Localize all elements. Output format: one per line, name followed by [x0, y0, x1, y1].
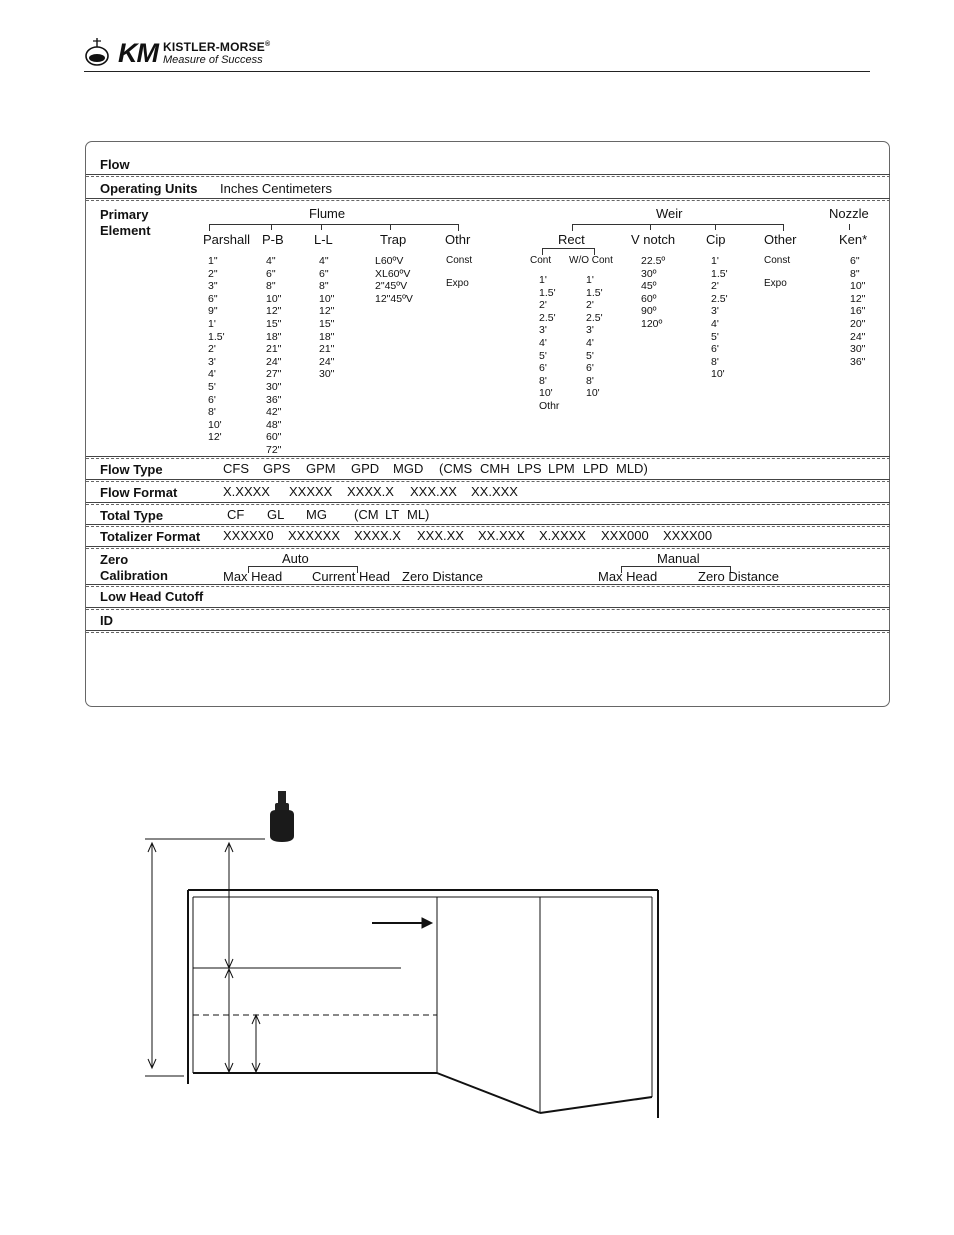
size-option[interactable]: 48": [266, 418, 282, 431]
size-option[interactable]: 16": [850, 305, 866, 318]
size-option[interactable]: 2.5': [539, 311, 556, 324]
total-type-label: Total Type: [100, 508, 164, 523]
size-option[interactable]: 18": [266, 330, 282, 343]
size-option[interactable]: 72": [266, 443, 282, 456]
flow-type-option[interactable]: LPS: [517, 461, 542, 476]
size-option[interactable]: 10": [850, 280, 866, 293]
size-option[interactable]: 8": [850, 267, 860, 280]
bracket-tick: [271, 224, 272, 230]
size-option[interactable]: 24": [319, 355, 335, 368]
totalizer-format-option[interactable]: X.XXXX: [539, 528, 586, 543]
zero-manual-option[interactable]: Zero Distance: [698, 569, 779, 584]
size-option[interactable]: 10': [586, 387, 600, 400]
primary-element-label: Primary: [100, 207, 149, 222]
size-option[interactable]: 4': [586, 336, 594, 349]
logo-brand-name: KISTLER-MORSE®: [163, 40, 271, 54]
size-option[interactable]: 2"45ºV: [375, 280, 408, 293]
size-option[interactable]: 2.5': [711, 292, 728, 305]
operating-units-value[interactable]: Inches Centimeters: [220, 181, 332, 196]
size-option[interactable]: 12": [266, 305, 282, 318]
trap-sizes-list: [375, 255, 413, 305]
flow-format-option[interactable]: XXXXX: [289, 484, 333, 499]
total-type-option[interactable]: (CM: [354, 507, 379, 522]
size-option[interactable]: 3': [586, 324, 594, 337]
size-option[interactable]: L60ºV: [375, 255, 404, 267]
flow-type-option[interactable]: GPM: [306, 461, 336, 476]
zero-auto-title: Auto: [282, 551, 309, 566]
size-option[interactable]: 4': [208, 368, 216, 381]
size-option[interactable]: 3': [208, 355, 216, 368]
row-divider: [86, 524, 890, 527]
primary-element-label-2: Element: [100, 223, 151, 238]
flume-othr-title[interactable]: Othr: [445, 232, 471, 247]
size-option[interactable]: 2': [208, 343, 216, 356]
vnotch-angles-list: [641, 255, 665, 331]
row-divider: [86, 607, 890, 610]
flow-type-label: Flow Type: [100, 462, 163, 477]
totalizer-format-option[interactable]: XXX.XX: [417, 528, 464, 543]
zero-manual-option[interactable]: Max Head: [598, 569, 658, 584]
size-option[interactable]: 15": [266, 317, 282, 330]
angle-option[interactable]: 22.5º: [641, 255, 666, 267]
size-option[interactable]: 1.5': [586, 286, 603, 299]
row-divider: [86, 456, 890, 459]
size-option[interactable]: 36": [266, 393, 282, 406]
zero-auto-option[interactable]: Current Head: [312, 569, 391, 584]
zero-auto-option[interactable]: Max Head: [223, 569, 283, 584]
size-option[interactable]: 5': [208, 380, 216, 393]
total-type-option[interactable]: CF: [227, 507, 245, 522]
angle-option[interactable]: 60º: [641, 292, 657, 305]
ll-title[interactable]: L-L: [314, 232, 333, 247]
size-option[interactable]: 1': [208, 317, 216, 330]
zero-calibration-label: Zero: [100, 552, 129, 567]
flow-format-option[interactable]: XXXX.X: [347, 484, 394, 499]
size-option[interactable]: 5': [586, 349, 594, 362]
size-option[interactable]: Othr: [539, 399, 560, 412]
size-option[interactable]: 1": [208, 255, 218, 267]
totalizer-format-option[interactable]: XXXXXX: [288, 528, 341, 543]
angle-option[interactable]: 30º: [641, 267, 657, 280]
header-rule: [84, 71, 870, 72]
row-divider: [86, 198, 890, 201]
weir-other-const[interactable]: Const: [764, 255, 791, 266]
size-option[interactable]: 10': [711, 368, 725, 381]
size-option[interactable]: 2': [586, 299, 594, 312]
logo-globe-icon: [84, 36, 110, 68]
row-divider: [86, 546, 890, 549]
total-type-option[interactable]: ML): [407, 507, 430, 522]
size-option[interactable]: 12"45ºV: [375, 292, 413, 305]
flume-othr-const[interactable]: Const: [446, 255, 473, 266]
cip-title[interactable]: Cip: [706, 232, 726, 247]
logo-mark: KM: [118, 38, 158, 68]
size-option[interactable]: 15": [319, 317, 335, 330]
size-option[interactable]: 30": [319, 368, 335, 381]
size-option[interactable]: 42": [266, 406, 282, 419]
size-option[interactable]: 12": [319, 305, 335, 318]
size-option[interactable]: 3': [539, 324, 547, 337]
size-option[interactable]: 3": [208, 280, 218, 293]
total-type-option[interactable]: GL: [267, 507, 285, 522]
zero-auto-option[interactable]: Zero Distance: [402, 569, 483, 584]
flow-type-option[interactable]: GPS: [263, 461, 291, 476]
angle-option[interactable]: 90º: [641, 305, 657, 318]
flume-bracket: [209, 224, 459, 231]
size-option[interactable]: 8': [539, 374, 547, 387]
size-option[interactable]: 5': [539, 349, 547, 362]
size-option[interactable]: 20": [850, 317, 866, 330]
size-option[interactable]: 1': [539, 274, 547, 286]
flow-format-label: Flow Format: [100, 485, 178, 500]
weir-other-expo[interactable]: Expo: [764, 278, 787, 289]
rect-wocont-title[interactable]: W/O Cont: [569, 255, 613, 266]
size-option[interactable]: 6": [208, 292, 218, 305]
logo-tagline: Measure of Success: [163, 54, 263, 66]
weir-other-title[interactable]: Other: [764, 232, 797, 247]
angle-option[interactable]: 45º: [641, 280, 657, 293]
operating-units-label: Operating Units: [100, 181, 198, 196]
bracket-tick: [650, 224, 651, 230]
rect-cont-sizes-list: [539, 274, 559, 413]
totalizer-format-option[interactable]: XXXX00: [663, 528, 713, 543]
rect-bracket: [542, 248, 595, 255]
total-type-option[interactable]: LT: [385, 507, 400, 522]
id-label: ID: [100, 613, 113, 628]
bracket-tick: [715, 224, 716, 230]
size-option[interactable]: 1.5': [539, 286, 556, 299]
size-option[interactable]: 10': [539, 387, 553, 400]
size-option[interactable]: 10": [319, 292, 335, 305]
size-option[interactable]: 21": [319, 343, 335, 356]
row-divider: [86, 502, 890, 505]
flume-othr-expo[interactable]: Expo: [446, 278, 469, 289]
flow-type-option[interactable]: LPM: [548, 461, 575, 476]
pb-title[interactable]: P-B: [262, 232, 284, 247]
size-option[interactable]: 36": [850, 355, 866, 368]
flow-type-option[interactable]: LPD: [583, 461, 609, 476]
flume-diagram: [0, 780, 954, 1140]
size-option[interactable]: 6": [850, 255, 860, 267]
totalizer-format-option[interactable]: XXXX.X: [354, 528, 401, 543]
bracket-tick: [849, 224, 850, 230]
size-option[interactable]: 8': [586, 374, 594, 387]
size-option[interactable]: 1.5': [711, 267, 728, 280]
ll-sizes-list: [319, 255, 334, 381]
flow-type-option[interactable]: (CMS: [439, 461, 473, 476]
size-option[interactable]: 6': [586, 362, 594, 375]
flow-type-option[interactable]: CFS: [223, 461, 249, 476]
size-option[interactable]: 9": [208, 305, 218, 318]
size-option[interactable]: 30": [850, 343, 866, 356]
size-option[interactable]: 8": [319, 280, 329, 293]
size-option[interactable]: 24": [266, 355, 282, 368]
totalizer-format-option[interactable]: XXX000: [601, 528, 649, 543]
low-head-cutoff-label: Low Head Cutoff: [100, 589, 204, 604]
rect-cont-title[interactable]: Cont: [530, 255, 552, 266]
size-option[interactable]: 27": [266, 368, 282, 381]
size-option[interactable]: 4": [319, 255, 329, 267]
totalizer-format-label: Totalizer Format: [100, 529, 201, 544]
size-option[interactable]: 3': [711, 305, 719, 318]
flow-type-option[interactable]: CMH: [480, 461, 510, 476]
size-option[interactable]: 1': [711, 255, 719, 267]
bracket-tick: [321, 224, 322, 230]
flow-format-option[interactable]: XX.XXX: [471, 484, 518, 499]
cip-sizes-list: [711, 255, 728, 381]
pb-sizes-list: [266, 255, 281, 457]
rect-title[interactable]: Rect: [558, 232, 585, 247]
size-option[interactable]: 8": [266, 280, 276, 293]
size-option[interactable]: 6': [539, 362, 547, 375]
size-option[interactable]: 6": [266, 267, 276, 280]
size-option[interactable]: 6": [319, 267, 329, 280]
flow-type-option[interactable]: MLD): [616, 461, 648, 476]
size-option[interactable]: 24": [850, 330, 866, 343]
totalizer-format-option[interactable]: XXXXX0: [223, 528, 274, 543]
size-option[interactable]: 6': [711, 343, 719, 356]
size-option[interactable]: 2.5': [586, 311, 603, 324]
flow-format-option[interactable]: X.XXXX: [223, 484, 270, 499]
flow-type-option[interactable]: MGD: [393, 461, 424, 476]
trap-title[interactable]: Trap: [380, 232, 407, 247]
vnotch-title[interactable]: V notch: [631, 232, 676, 247]
size-option[interactable]: 4': [539, 336, 547, 349]
size-option[interactable]: 12": [850, 292, 866, 305]
size-option[interactable]: 18": [319, 330, 335, 343]
zero-manual-title: Manual: [657, 551, 700, 566]
size-option[interactable]: 10': [208, 418, 222, 431]
nozzle-group-title: Nozzle: [829, 206, 869, 221]
form-title: Flow: [100, 157, 130, 172]
size-option[interactable]: 6': [208, 393, 216, 406]
flow-type-option[interactable]: GPD: [351, 461, 380, 476]
flume-group-title: Flume: [309, 206, 346, 221]
size-option[interactable]: 5': [711, 330, 719, 343]
parshall-title[interactable]: Parshall: [203, 232, 250, 247]
size-option[interactable]: XL60ºV: [375, 267, 411, 280]
size-option[interactable]: 60": [266, 431, 282, 444]
size-option[interactable]: 21": [266, 343, 282, 356]
ultrasonic-sensor-icon: [270, 791, 294, 842]
size-option[interactable]: 8': [711, 355, 719, 368]
size-option[interactable]: 8': [208, 406, 216, 419]
bracket-tick: [390, 224, 391, 230]
size-option[interactable]: 1.5': [208, 330, 225, 343]
row-divider: [86, 174, 890, 177]
size-option[interactable]: 4': [711, 317, 719, 330]
size-option[interactable]: 1': [586, 274, 594, 286]
row-divider: [86, 479, 890, 482]
zero-calibration-label-2: Calibration: [100, 568, 168, 583]
size-option[interactable]: 2': [711, 280, 719, 293]
rect-wocont-sizes-list: [586, 274, 603, 400]
parshall-sizes-list: [208, 255, 225, 444]
size-option[interactable]: 4": [266, 255, 276, 267]
ken-sizes-list: [850, 255, 865, 368]
totalizer-format-option[interactable]: XX.XXX: [478, 528, 525, 543]
row-divider: [86, 630, 890, 633]
size-option[interactable]: 12': [208, 431, 222, 444]
angle-option[interactable]: 120º: [641, 317, 663, 330]
size-option[interactable]: 2": [208, 267, 218, 280]
flow-format-option[interactable]: XXX.XX: [410, 484, 457, 499]
size-option[interactable]: 10": [266, 292, 282, 305]
ken-title[interactable]: Ken*: [839, 232, 868, 247]
size-option[interactable]: 2': [539, 299, 547, 312]
row-divider: [86, 584, 890, 587]
size-option[interactable]: 30": [266, 380, 282, 393]
weir-group-title: Weir: [656, 206, 683, 221]
total-type-option[interactable]: MG: [306, 507, 327, 522]
weir-bracket: [572, 224, 784, 231]
